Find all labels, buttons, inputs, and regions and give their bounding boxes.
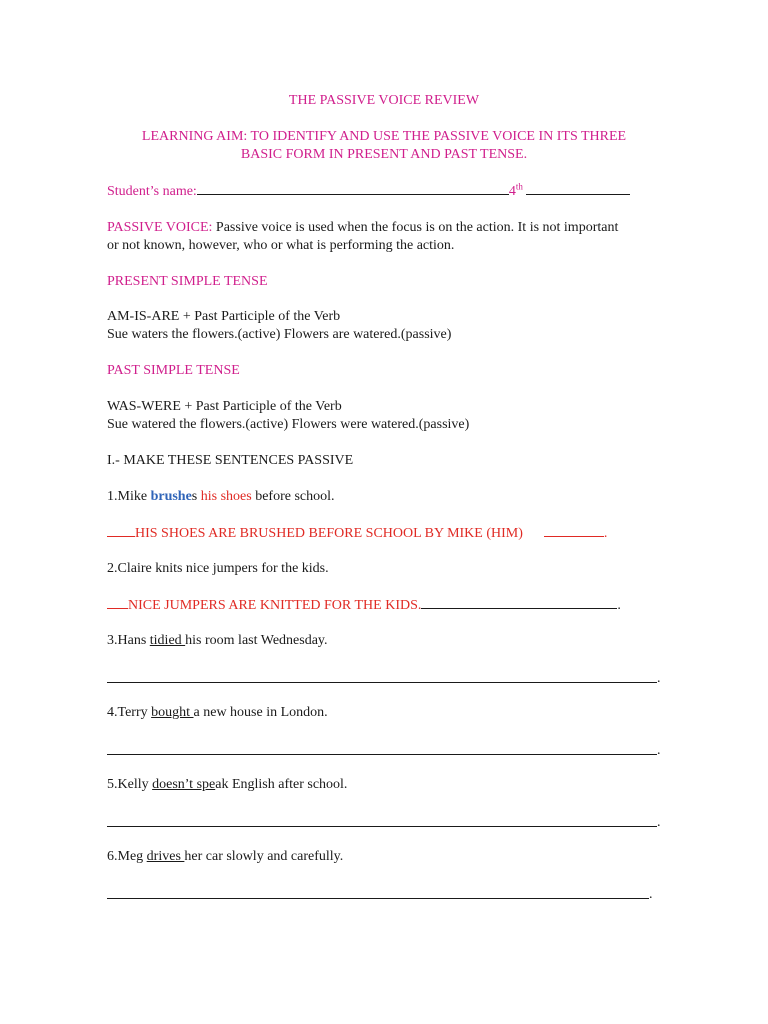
q1-object: his shoes	[197, 489, 252, 504]
question-3	[107, 632, 328, 650]
question-1	[107, 488, 335, 506]
question-6	[107, 848, 343, 866]
answer-6-line[interactable]	[107, 898, 649, 899]
q1-verb: brushe	[150, 489, 192, 504]
q5-pre: 5.Kelly	[107, 777, 153, 792]
past-example: Sue watered the flowers.(active) Flowers were watered.(passive)	[107, 417, 470, 432]
q5-verb: doesn’t spe	[152, 777, 216, 792]
grade-number: 4	[508, 184, 516, 199]
q6-verb: drives	[146, 849, 185, 864]
q4-pre: 4.Terry	[107, 705, 152, 720]
definition-heading: PASSIVE VOICE:	[107, 220, 213, 235]
definition-text: Passive voice is used when the focus is on the action. It is not important	[212, 220, 619, 235]
answer-1-blank-start	[107, 524, 135, 537]
answer-3-line[interactable]	[107, 682, 657, 683]
question-2: 2.Claire knits nice jumpers for the kids.	[107, 561, 329, 576]
definition-line1	[107, 219, 618, 237]
answer-1	[107, 524, 607, 543]
student-name-label: Student’s name:	[107, 184, 197, 199]
q4-verb: bought	[151, 705, 194, 720]
q1-number: 1.Mike	[107, 489, 151, 504]
answer-4-end: .	[657, 743, 661, 758]
q6-pre: 6.Meg	[107, 849, 147, 864]
present-heading: PRESENT SIMPLE TENSE	[107, 274, 268, 289]
page-title: THE PASSIVE VOICE REVIEW	[288, 93, 480, 108]
past-rule: WAS-WERE + Past Participle of the Verb	[107, 399, 342, 414]
q5-post: ak English after school.	[215, 777, 348, 792]
answer-2-end: .	[617, 598, 621, 613]
question-4	[107, 704, 328, 722]
answer-1-blank-end	[544, 524, 604, 537]
answer-5-line[interactable]	[107, 826, 657, 827]
q3-post: his room last Wednesday.	[185, 633, 328, 648]
answer-2-blank-end	[421, 596, 617, 609]
present-rule: AM-IS-ARE + Past Participle of the Verb	[107, 309, 341, 324]
definition-line2: or not known, however, who or what is performing the action.	[107, 238, 455, 253]
answer-3-end: .	[657, 671, 661, 686]
q6-post: her car slowly and carefully.	[184, 849, 344, 864]
q3-verb: tidied	[149, 633, 186, 648]
student-name-row	[107, 182, 630, 201]
grade-suffix: th	[515, 181, 523, 192]
q4-post: a new house in London.	[193, 705, 328, 720]
q1-rest: before school.	[251, 489, 335, 504]
student-name-field[interactable]	[197, 182, 509, 195]
past-heading: PAST SIMPLE TENSE	[107, 363, 240, 378]
question-5	[107, 776, 347, 794]
learning-aim-line2: BASIC FORM IN PRESENT AND PAST TENSE.	[240, 147, 528, 162]
answer-4-line[interactable]	[107, 754, 657, 755]
answer-5-end: .	[657, 815, 661, 830]
exercise-heading: I.- MAKE THESE SENTENCES PASSIVE	[107, 453, 354, 468]
grade-field[interactable]	[526, 182, 630, 195]
q3-pre: 3.Hans	[107, 633, 150, 648]
learning-aim-line1: LEARNING AIM: TO IDENTIFY AND USE THE PASSIVE VOICE IN ITS THREE	[141, 129, 627, 144]
q1-verb-end: s	[191, 489, 198, 504]
answer-1-end: .	[603, 526, 608, 541]
answer-6-end: .	[649, 887, 653, 902]
answer-2-text: NICE JUMPERS ARE KNITTED FOR THE KIDS.	[128, 598, 422, 613]
answer-2	[107, 596, 621, 615]
present-example: Sue waters the flowers.(active) Flowers are watered.(passive)	[107, 327, 452, 342]
answer-1-text: HIS SHOES ARE BRUSHED BEFORE SCHOOL BY MIKE (HIM)	[135, 526, 523, 541]
answer-2-blank-start	[107, 596, 128, 609]
